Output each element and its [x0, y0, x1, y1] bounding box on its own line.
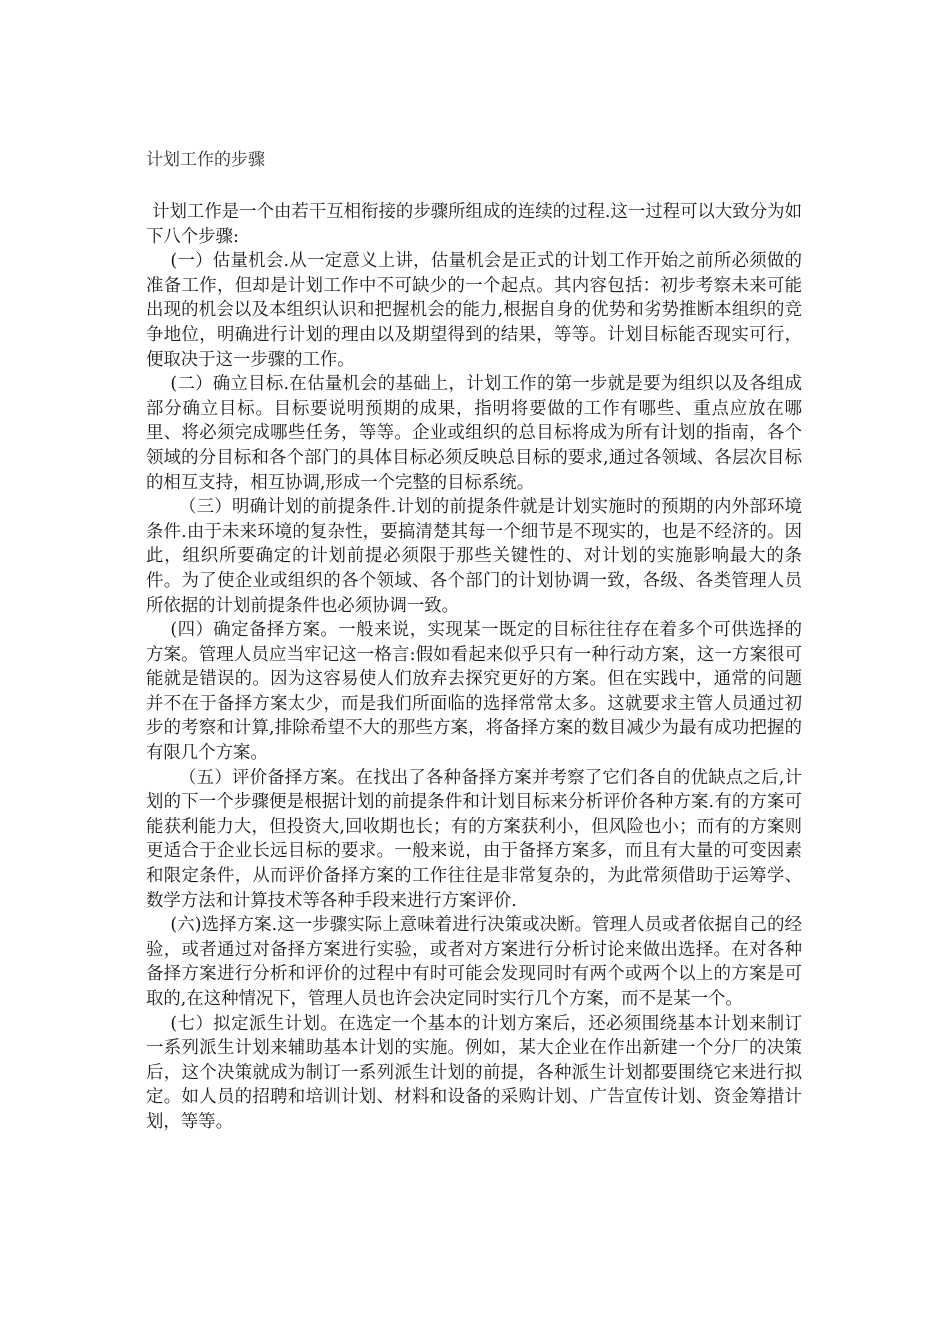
step-paragraph-5: （五）评价备择方案。在找出了各种备择方案并考察了它们各自的优缺点之后,计划的下一个步骤便是根据计划的前提条件和计划目标来分析评价各种方案.有的方案可能获利能力大，但投资大,回收期也长；有的方案获利小，但风险也小；而有的方案则更适合于企业长远目标的要求。一般来说，由于备择方案多，而且有大量的可变因素和限定条件，从而评价备择方案的工作往往是非常复杂的，为此常须借助于运筹学、数学方法和计算技术等各种手段来进行方案评价. — [146, 767, 802, 911]
step-paragraph-4: (四）确定备择方案。一般来说，实现某一既定的目标往往存在着多个可供选择的方案。管理人员应当牢记这一格言:假如看起来似乎只有一种行动方案，这一方案很可能就是错误的。因为这容易使人们放弃去探究更好的方案。但在实践中，通常的问题并不在于备择方案太少，而是我们所面临的选择常常太多。这就要求主管人员通过初步的考察和计算,排除希望不大的那些方案，将备择方案的数目减少为最有成功把握的有限几个方案。 — [146, 620, 802, 764]
step-paragraph-2: (二）确立目标.在估量机会的基础上，计划工作的第一步就是要为组织以及各组成部分确立目标。目标要说明预期的成果，指明将要做的工作有哪些、重点应放在哪里、将必须完成哪些任务，等等。企业或组织的总目标将成为所有计划的指南，各个领域的分目标和各个部门的具体目标必须反映总目标的要求,通过各领域、各层次目标的相互支持，相互协调,形成一个完整的目标系统。 — [146, 374, 802, 493]
document-title: 计划工作的步骤 — [146, 150, 265, 170]
step-paragraph-7: (七）拟定派生计划。在选定一个基本的计划方案后，还必须围绕基本计划来制订一系列派生计划来辅助基本计划的实施。例如，某大企业在作出新建一个分厂的决策后，这个决策就成为制订一系列派生计划的前提，各种派生计划都要围绕它来进行拟定。如人员的招聘和培训计划、材料和设备的采购计划、广告宣传计划、资金筹措计划，等等。 — [146, 1013, 802, 1132]
document-body — [146, 148, 802, 1135]
step-paragraph-3: （三）明确计划的前提条件.计划的前提条件就是计划实施时的预期的内外部环境条件.由于未来环境的复杂性，要搞清楚其每一个细节是不现实的，也是不经济的。因此，组织所要确定的计划前提必须限于那些关键性的、对计划的实施影响最大的条件。为了使企业或组织的各个领域、各个部门的计划协调一致，各级、各类管理人员所依据的计划前提条件也必须协调一致。 — [146, 497, 802, 616]
intro-paragraph: 计划工作是一个由若干互相衔接的步骤所组成的连续的过程.这一过程可以大致分为如下八个步骤: — [146, 202, 802, 247]
step-paragraph-1: (一）估量机会.从一定意义上讲，估量机会是正式的计划工作开始之前所必须做的准备工作，但却是计划工作中不可缺少的一个起点。其内容包括：初步考察未来可能出现的机会以及本组织认识和把握机会的能力,根据自身的优势和劣势推断本组织的竞争地位，明确进行计划的理由以及期望得到的结果，等等。计划目标能否现实可行，便取决于这一步骤的工作。 — [146, 251, 802, 370]
step-paragraph-6: (六)选择方案.这一步骤实际上意味着进行决策或决断。管理人员或者依据自己的经验，或者通过对备择方案进行实验，或者对方案进行分析讨论来做出选择。在对各种备择方案进行分析和评价的过程中有时可能会发现同时有两个或两个以上的方案是可取的,在这种情况下，管理人员也许会决定同时实行几个方案，而不是某一个。 — [146, 915, 802, 1009]
